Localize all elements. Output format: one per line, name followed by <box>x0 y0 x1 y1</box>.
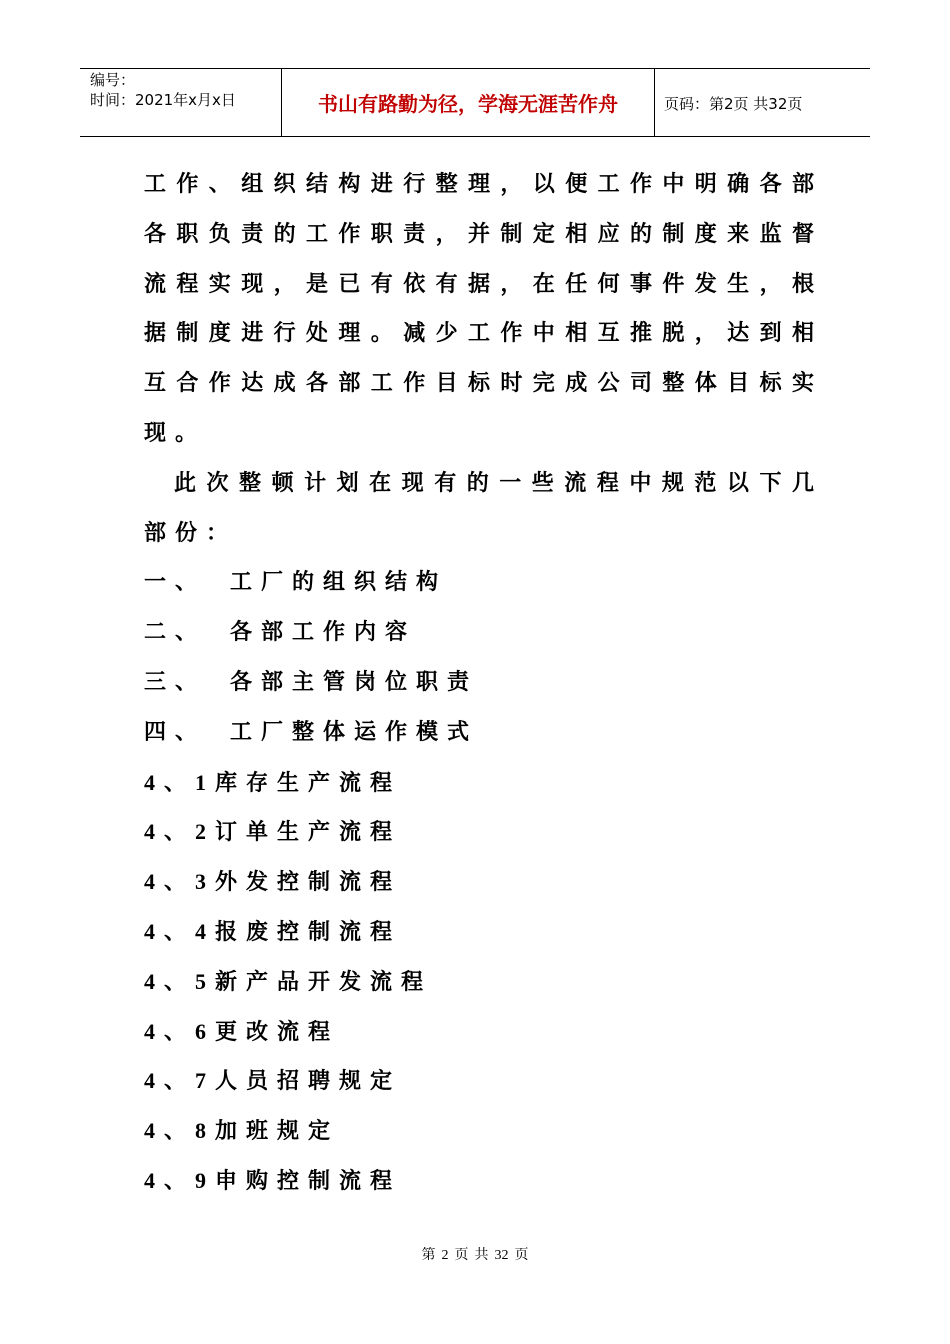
subsection-title: 报废控制流程 <box>215 919 402 945</box>
section-list <box>144 558 814 757</box>
paragraph-line: 据制度进行处理。减少工作中相互推脱，达到相 <box>144 321 814 347</box>
paragraph-line: 此次整顿计划在现有的一些流程中规范以下几 <box>174 470 814 496</box>
paragraph-line: 部份： <box>144 520 238 546</box>
header-top-rule <box>80 68 870 69</box>
paragraph-line: 流程实现，是已有依有据，在任何事件发生，根 <box>144 271 814 297</box>
subsection-title: 新产品开发流程 <box>215 969 433 995</box>
subsection-number: 4、7 <box>144 1068 216 1094</box>
subsection-title: 外发控制流程 <box>215 870 402 896</box>
paragraph-line: 工作、组织结构进行整理，以便工作中明确各部 <box>144 172 814 197</box>
header-bottom-rule <box>80 136 870 137</box>
section-number: 三、 <box>144 669 207 695</box>
section-item <box>144 658 814 708</box>
paragraph-1 <box>144 160 814 459</box>
subsection-item <box>144 957 814 1007</box>
subsection-number: 4、3 <box>144 869 216 895</box>
subsection-title: 申购控制流程 <box>215 1168 402 1194</box>
paragraph-2 <box>144 459 814 559</box>
subsection-item <box>144 1056 814 1106</box>
subsection-number: 4、9 <box>144 1167 216 1193</box>
subsection-item <box>144 758 814 808</box>
document-body <box>144 160 814 1206</box>
header-time-label: 时间：2021年x月x日 <box>90 91 236 109</box>
section-item <box>144 558 814 608</box>
footer-gong: 共 <box>474 1248 489 1263</box>
subsection-item <box>144 1106 814 1156</box>
footer-total-pages: 32 <box>494 1248 509 1263</box>
subsection-item <box>144 907 814 957</box>
section-title: 工厂的组织结构 <box>230 570 448 596</box>
subsection-number: 4、2 <box>144 819 216 845</box>
subsection-item <box>144 1007 814 1057</box>
header-page-info: 页码：第2页 共32页 <box>664 95 803 113</box>
section-title: 工厂整体运作模式 <box>230 719 479 745</box>
subsection-title: 订单生产流程 <box>215 820 402 846</box>
subsection-number: 4、1 <box>144 769 216 795</box>
subsection-item <box>144 807 814 857</box>
section-item <box>144 708 814 758</box>
subsection-item <box>144 1156 814 1206</box>
subsection-item <box>144 857 814 907</box>
paragraph-line: 互合作达成各部工作目标时完成公司整体目标实 <box>144 371 814 397</box>
section-item <box>144 608 814 658</box>
subsection-title: 库存生产流程 <box>215 770 402 796</box>
header-motto: 书山有路勤为径，学海无涯苦作舟 <box>318 92 618 116</box>
subsection-number: 4、4 <box>144 918 216 944</box>
subsection-list <box>144 758 814 1206</box>
paragraph-line: 各职负责的工作职责，并制定相应的制度来监督 <box>144 221 814 247</box>
header-number-label: 编号： <box>90 71 136 89</box>
section-number: 二、 <box>144 620 207 646</box>
footer-ye: 页 <box>454 1248 469 1263</box>
footer-page-number: 2 <box>441 1248 449 1263</box>
section-title: 各部工作内容 <box>230 620 417 646</box>
subsection-title: 加班规定 <box>215 1119 340 1145</box>
section-number: 四、 <box>144 719 207 745</box>
subsection-number: 4、5 <box>144 968 216 994</box>
subsection-title: 更改流程 <box>215 1019 340 1045</box>
footer-di: 第 <box>421 1248 436 1263</box>
section-title: 各部主管岗位职责 <box>230 669 479 695</box>
paragraph-line: 现。 <box>144 420 207 446</box>
subsection-number: 4、8 <box>144 1118 216 1144</box>
subsection-number: 4、6 <box>144 1018 216 1044</box>
page-footer <box>0 1246 950 1266</box>
subsection-title: 人员招聘规定 <box>215 1069 402 1095</box>
section-number: 一、 <box>144 570 207 596</box>
header-divider-2 <box>654 68 655 136</box>
footer-ye: 页 <box>514 1248 529 1263</box>
